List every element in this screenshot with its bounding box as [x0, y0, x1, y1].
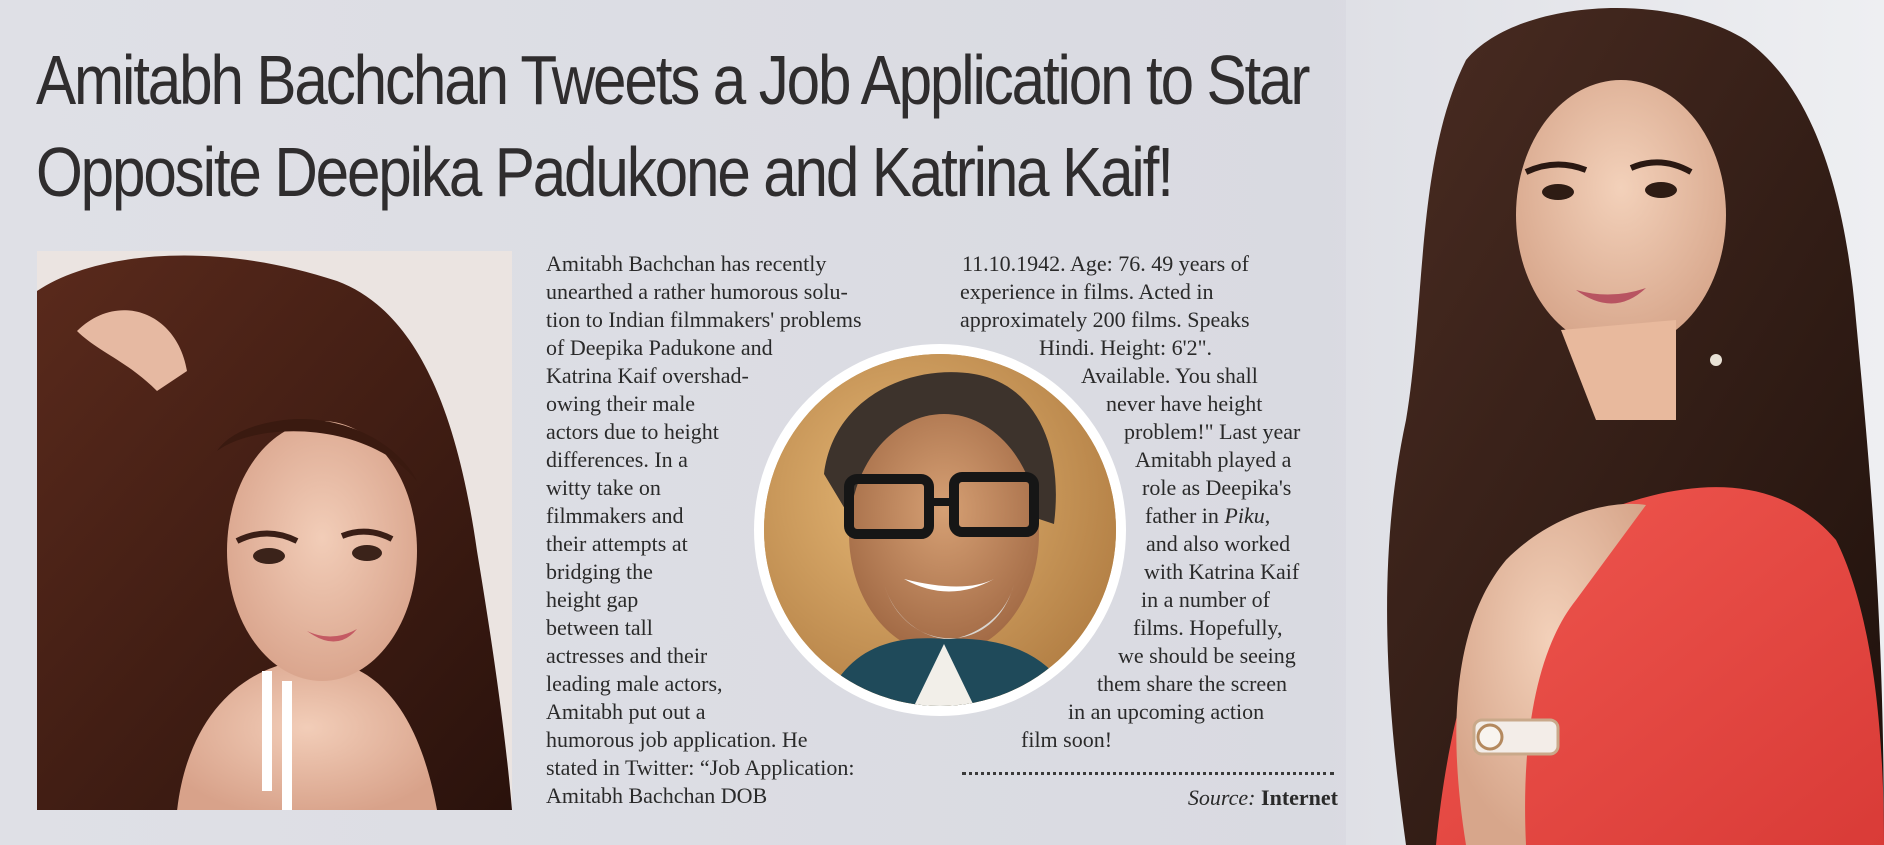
col2-line: problem!" Last year: [1124, 419, 1301, 444]
col2-line: Amitabh played a: [1135, 447, 1292, 472]
col2-line: we should be seeing: [1118, 643, 1296, 668]
col1-line: unearthed a rather humorous solu-: [546, 279, 848, 304]
col1-line: humorous job application. He: [546, 727, 808, 752]
col1-line: owing their male: [546, 391, 696, 416]
katrina-portrait-graphic: [1346, 0, 1884, 845]
col1-line: Amitabh Bachchan DOB: [546, 783, 768, 808]
col1-line: filmmakers and: [546, 503, 684, 528]
col1-line: of Deepika Padukone and: [546, 335, 773, 360]
col2-line: in a number of: [1141, 587, 1270, 612]
katrina-photo: [1346, 0, 1884, 845]
col2-line: film soon!: [1021, 727, 1113, 752]
col1-line: actors due to height: [546, 419, 719, 444]
col1-line: actresses and their: [546, 643, 708, 668]
col1-line: Amitabh Bachchan has recently: [546, 251, 827, 276]
col2-line: approximately 200 films. Speaks: [960, 307, 1250, 332]
col1-line: differences. In a: [546, 447, 688, 472]
col1-line: stated in Twitter: “Job Application:: [546, 755, 855, 780]
piku-italic: Piku: [1224, 503, 1265, 528]
col1-line: leading male actors,: [546, 671, 723, 696]
amitabh-portrait-graphic: [764, 354, 1116, 706]
deepika-portrait-graphic: [37, 251, 512, 810]
source-divider: [962, 768, 1334, 775]
deepika-photo: [37, 251, 512, 810]
headline: [36, 34, 1309, 218]
col1-line: Katrina Kaif overshad-: [546, 363, 749, 388]
headline-line-2: Opposite Deepika Padukone and Katrina Kaif!: [36, 133, 1172, 211]
col1-line: tion to Indian filmmakers' problems: [546, 307, 862, 332]
col2-line: experience in films. Acted in: [960, 279, 1214, 304]
col1-line: between tall: [546, 615, 653, 640]
col2-line-text: father in: [1145, 503, 1219, 528]
col2-line: in an upcoming action: [1068, 699, 1265, 724]
col1-line: Amitabh put out a: [546, 699, 706, 724]
col2-line: with Katrina Kaif: [1144, 559, 1300, 584]
source-label: Source:: [1187, 785, 1256, 810]
col1-line: their attempts at: [546, 531, 688, 556]
piku-comma: ,: [1264, 503, 1271, 528]
headline-line-1: Amitabh Bachchan Tweets a Job Application to Star: [36, 41, 1309, 119]
col2-line: them share the screen: [1097, 671, 1287, 696]
col2-line: never have height: [1106, 391, 1263, 416]
col2-line: Hindi. Height: 6'2".: [1039, 335, 1213, 360]
col1-line: witty take on: [546, 475, 661, 500]
amitabh-photo: [764, 354, 1116, 706]
amitabh-photo-frame: [754, 344, 1126, 716]
col2-line: Available. You shall: [1081, 363, 1258, 388]
col2-line: and also worked: [1146, 531, 1291, 556]
col2-line: role as Deepika's: [1142, 475, 1292, 500]
source-credit: [962, 785, 1338, 811]
col2-line: films. Hopefully,: [1133, 615, 1283, 640]
col2-line: 11.10.1942. Age: 76. 49 years of: [962, 251, 1249, 276]
col1-line: height gap: [546, 587, 639, 612]
col1-line: bridging the: [546, 559, 653, 584]
source-value: Internet: [1261, 785, 1338, 810]
